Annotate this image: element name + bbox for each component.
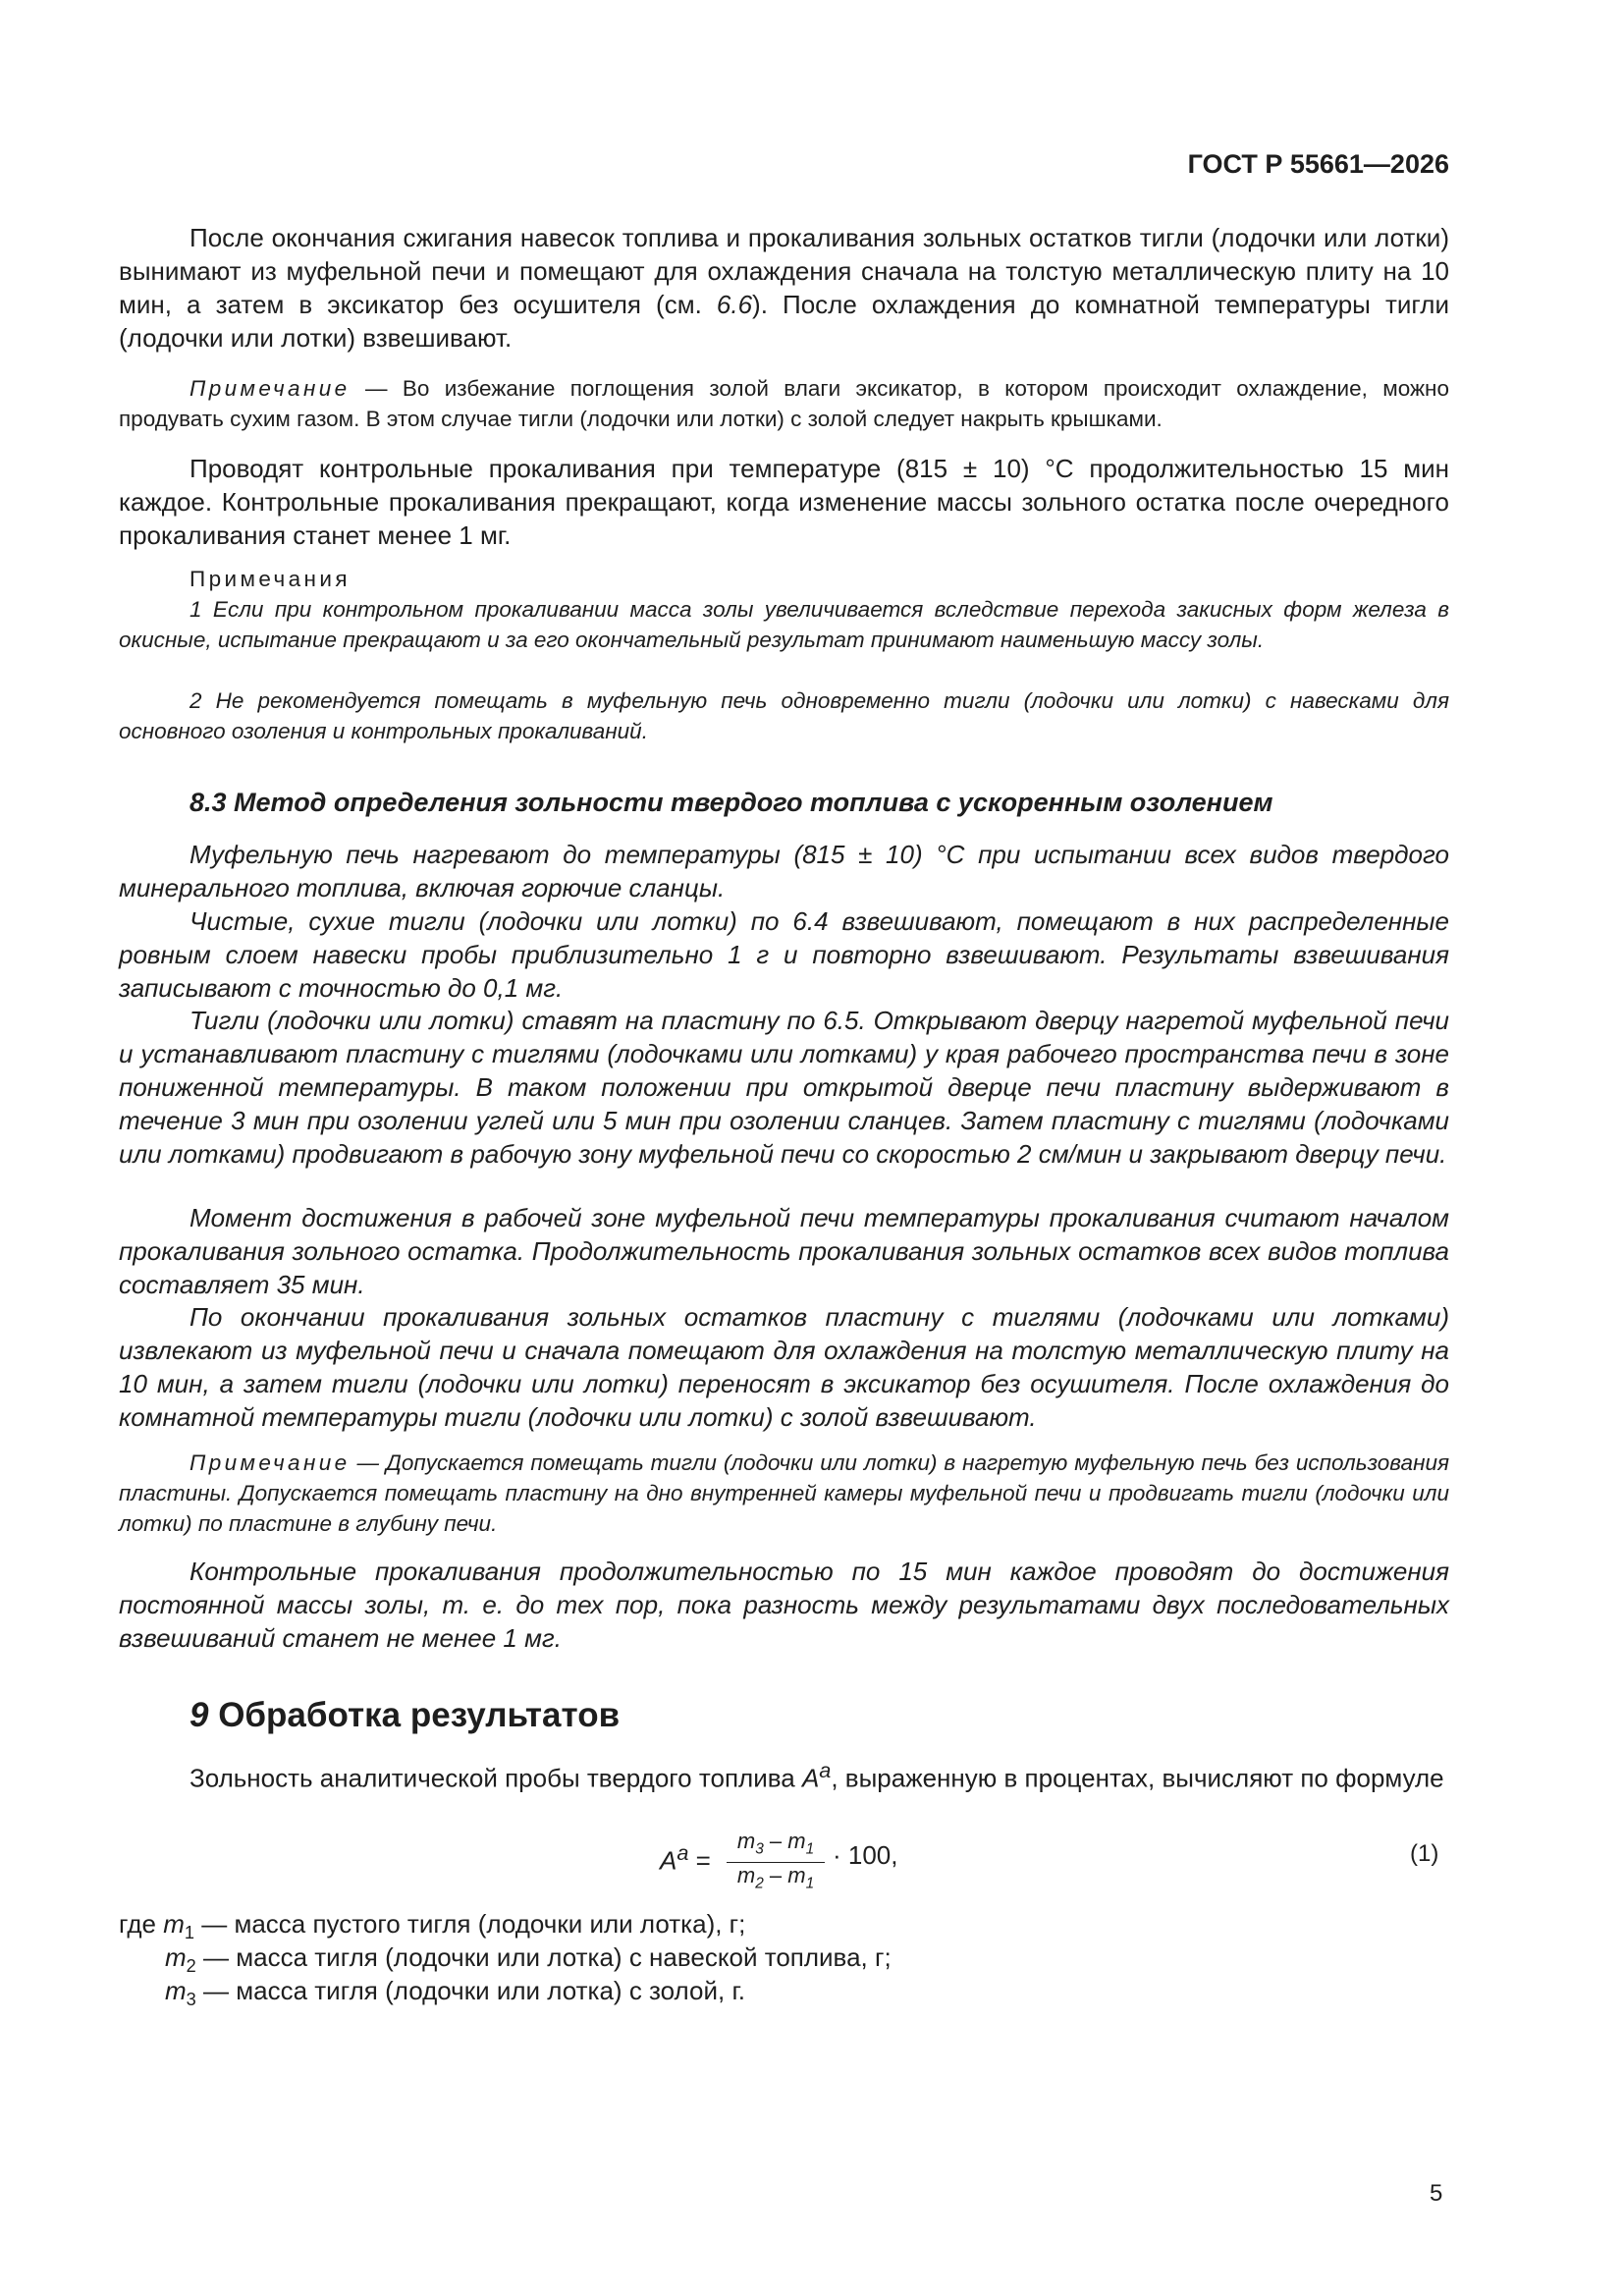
num-m3-sub: 3 xyxy=(755,1840,764,1858)
where-item-3 xyxy=(165,1974,745,2016)
where-item-2-text: масса тигля (лодочки или лотка) с навеской топлива, г; xyxy=(236,1942,892,1972)
den-m2: m xyxy=(736,1863,756,1888)
where-item-2-sub: 2 xyxy=(186,1956,196,1977)
den-m1-sub: 1 xyxy=(805,1875,815,1892)
note-item-1-text: 1 Если при контрольном прокаливании масса золы увеличивается вследствие перехода закисных форм железа в окисные, испытание прекращают и за его окончательный результат принимают наименьшую массу золы. xyxy=(119,597,1449,652)
page-number: 5 xyxy=(1430,2180,1443,2207)
paragraph-cooling xyxy=(119,221,1449,355)
sec83-paragraph-4-text: Момент достижения в рабочей зоне муфельной печи температуры прокаливания считают началом прокаливания зольного остатка. Продолжительность прокаливания зольных остатков всех видов топлива составляет 35 мин. xyxy=(119,1203,1449,1299)
sec83-paragraph-1-text: Муфельную печь нагревают до температуры (815 ± 10) °С при испытании всех видов твердого минерального топлива, включая горючие сланцы. xyxy=(119,840,1449,902)
where-item-1-text: масса пустого тигля (лодочки или лотка), г; xyxy=(234,1909,746,1939)
where-prefix: где xyxy=(119,1909,156,1939)
paragraph-constant-mass-text: Контрольные прокаливания продолжительностью по 15 мин каждое проводят до достижения постоянной массы золы, т. е. до тех пор, пока разность между результатами двух последовательных взвешиваний станет не менее 1 мг. xyxy=(119,1557,1449,1653)
notes-label: Примечания xyxy=(189,567,351,591)
section-9-title xyxy=(189,1696,620,1735)
note-plate-text: Допускается помещать тигли (лодочки или лотки) в нагретую муфельную печь без использования пластины. Допускается помещать пластину на дно внутренней камеры муфельной печи и продвигать тигли (лодочки или лотки) по пластине в глубину печи. xyxy=(119,1450,1449,1536)
ash-symbol: A xyxy=(801,1763,820,1793)
where-item-1-dash: — xyxy=(193,1909,235,1939)
sec83-paragraph-2-text: Чистые, сухие тигли (лодочки или лотки) по 6.4 взвешивают, помещают в них распределенные ровным слоем навески пробы приблизительно 1 г и повторно взвешивают. Результаты взвешивания записывают с точностью до 0,1 мг. xyxy=(119,906,1449,1003)
document-header: ГОСТ Р 55661—2026 xyxy=(1187,149,1449,179)
ash-symbol-sup: a xyxy=(819,1758,832,1782)
reference-6-6: 6.6 xyxy=(716,290,753,319)
sec83-paragraph-5 xyxy=(119,1300,1449,1434)
den-m2-sub: 2 xyxy=(755,1875,764,1892)
note-item-1 xyxy=(119,594,1449,655)
note-desiccator xyxy=(119,373,1449,434)
paragraph-cooling-part1: После окончания сжигания навесок топлива и прокаливания зольных остатков тигли (лодочки или лотки) вынимают из муфельной печи и помещают для охлаждения сначала на толстую металлическую плиту на 10 мин, а затем в эксикатор без осушителя (см. xyxy=(119,223,1449,319)
formula-lhs xyxy=(660,1840,711,1877)
num-m3: m xyxy=(736,1829,756,1853)
where-item-2-dash: — xyxy=(195,1942,237,1972)
num-minus: – xyxy=(763,1829,788,1853)
formula-fraction xyxy=(727,1829,825,1897)
note-plate xyxy=(119,1448,1449,1539)
paragraph-control-calcination-text: Проводят контрольные прокаливания при температуре (815 ± 10) °С продолжительностью 15 мин каждое. Контрольные прокаливания прекращают, когда изменение массы зольного остатка после очередного прокаливания станет менее 1 мг. xyxy=(119,454,1449,550)
formula-equals: = xyxy=(688,1845,711,1876)
sec83-paragraph-2 xyxy=(119,904,1449,1005)
where-item-3-dash: — xyxy=(195,1976,237,2005)
paragraph-ash-content-part2: , выраженную в процентах, вычисляют по формуле xyxy=(831,1763,1444,1793)
paragraph-ash-content xyxy=(119,1754,1449,1795)
paragraph-control-calcination xyxy=(119,452,1449,552)
sec83-paragraph-3-text: Тигли (лодочки или лотки) ставят на пластину по 6.5. Открывают дверцу нагретой муфельной печи и устанавливают пластину с тиглями (лодочками или лотками) у края рабочего пространства печи в зоне пониженной температуры. В таком положении при открытой дверце печи пластину выдерживают в течение 3 мин при озолении углей или 5 мин при озолении сланцев. Затем пластину с тиглями (лодочками или лотками) продвигают в рабочую зону муфельной печи со скоростью 2 см/мин и закрывают дверцу печи. xyxy=(119,1006,1449,1169)
section-8-3-title: 8.3 Метод определения зольности твердого топлива с ускоренным озолением xyxy=(189,788,1273,817)
section-9-heading: Обработка результатов xyxy=(218,1696,621,1734)
note-label: Примечание xyxy=(189,376,351,401)
note-text: Во избежание поглощения золой влаги эксикатор, в котором происходит охлаждение, можно продувать сухим газом. В этом случае тигли (лодочки или лотки) с золой следует накрыть крышками. xyxy=(119,376,1449,431)
where-item-3-sub: 3 xyxy=(186,1990,196,2010)
where-item-3-text: масса тигля (лодочки или лотка) с золой, г. xyxy=(236,1976,745,2005)
formula-rhs: · 100, xyxy=(833,1840,898,1870)
note-plate-label: Примечание xyxy=(189,1450,351,1475)
sec83-paragraph-5-text: По окончании прокаливания зольных остатков пластину с тиглями (лодочками или лотками) извлекают из муфельной печи и сначала помещают для охлаждения на толстую металлическую плиту на 10 мин, а затем тигли (лодочки или лотки) переносят в эксикатор без осушителя. После охлаждения до комнатной температуры тигли (лодочки или лотки) с золой взвешивают. xyxy=(119,1302,1449,1432)
paragraph-ash-content-part1: Зольность аналитической пробы твердого топлива xyxy=(189,1763,802,1793)
note-item-2 xyxy=(119,685,1449,746)
num-m1: m xyxy=(787,1829,806,1853)
den-minus: – xyxy=(763,1863,788,1888)
note-plate-dash: — xyxy=(350,1450,386,1475)
formula-numerator xyxy=(727,1829,825,1863)
where-item-1-symbol: m xyxy=(163,1909,185,1939)
notes-block xyxy=(119,564,1449,594)
sec83-paragraph-3 xyxy=(119,1004,1449,1171)
section-9-number: 9 xyxy=(189,1696,209,1734)
sec83-paragraph-1 xyxy=(119,838,1449,904)
note-dash: — xyxy=(350,376,403,401)
paragraph-cooling-part2: ). После охлаждения до комнатной температуры тигли (лодочки или лотки) взвешивают. xyxy=(119,290,1449,353)
formula-lhs-sup: a xyxy=(676,1840,689,1865)
den-m1: m xyxy=(787,1863,806,1888)
where-item-3-symbol: m xyxy=(165,1976,187,2005)
formula-denominator xyxy=(727,1863,825,1896)
where-item-1-sub: 1 xyxy=(184,1923,194,1943)
equation-number: (1) xyxy=(1410,1840,1439,1867)
where-item-2-symbol: m xyxy=(165,1942,187,1972)
paragraph-constant-mass xyxy=(119,1555,1449,1655)
note-item-2-text: 2 Не рекомендуется помещать в муфельную печь одновременно тигли (лодочки или лотки) с навесками для основного озоления и контрольных прокаливаний. xyxy=(119,688,1449,743)
num-m1-sub: 1 xyxy=(805,1840,815,1858)
sec83-paragraph-4 xyxy=(119,1201,1449,1301)
formula-lhs-symbol: A xyxy=(660,1845,677,1876)
